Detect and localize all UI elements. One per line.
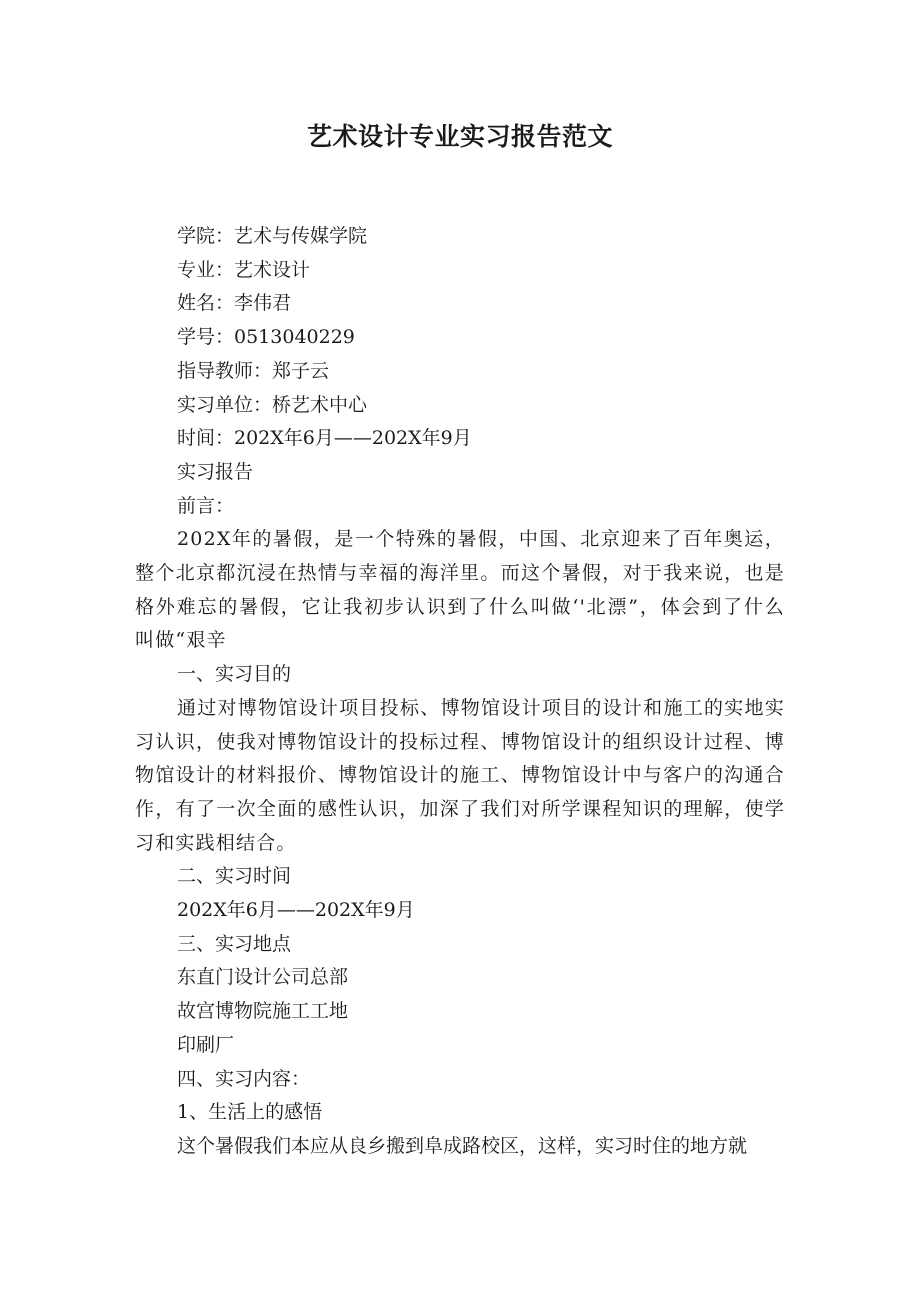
preface-paragraph: 202X年的暑假，是一个特殊的暑假，中国、北京迎来了百年奥运，整个北京都沉浸在热情与幸福的海洋里。而这个暑假，对于我来说，也是格外难忘的暑假，它让我初步认识到了什么叫做‘'北漂”，体会到了什么叫做“艰辛 xyxy=(135,528,785,652)
document-title: 艺术设计专业实习报告范文 xyxy=(306,122,613,151)
info-unit: 实习单位：桥艺术中心 xyxy=(177,393,368,416)
info-name: 姓名：李伟君 xyxy=(177,292,292,315)
info-advisor: 指导教师：郑子云 xyxy=(177,359,330,382)
info-major: 专业：艺术设计 xyxy=(177,258,311,281)
subsection1-heading: 1、生活上的感悟 xyxy=(177,1101,323,1124)
document-body xyxy=(135,220,785,1164)
info-period: 时间：202X年6月——202X年9月 xyxy=(177,427,472,450)
section1-heading: 一、实习目的 xyxy=(177,663,292,686)
info-student-id: 学号：0513040229 xyxy=(177,326,355,349)
section3-heading: 三、实习地点 xyxy=(177,932,292,955)
info-college: 学院：艺术与传媒学院 xyxy=(177,225,368,247)
preface-heading: 前言： xyxy=(177,494,235,517)
section2-period: 202X年6月——202X年9月 xyxy=(177,899,415,922)
report-heading: 实习报告 xyxy=(177,460,254,483)
subsection1-paragraph: 这个暑假我们本应从良乡搬到阜成路校区，这样，实习时住的地方就 xyxy=(177,1134,748,1157)
location-item: 东直门设计公司总部 xyxy=(177,966,349,989)
section2-heading: 二、实习时间 xyxy=(177,865,292,888)
section4-heading: 四、实习内容： xyxy=(177,1067,311,1090)
section1-paragraph: 通过对博物馆设计项目投标、博物馆设计项目的设计和施工的实地实习认识，使我对博物馆设计的投标过程、博物馆设计的组织设计过程、博物馆设计的材料报价、博物馆设计的施工、博物馆设计中与客户的沟通合作，有了一次全面的感性认识，加深了我们对所学课程知识的理解，使学习和实践相结合。 xyxy=(135,696,785,854)
location-item: 故宫博物院施工工地 xyxy=(177,1000,349,1023)
location-item: 印刷厂 xyxy=(177,1033,235,1056)
